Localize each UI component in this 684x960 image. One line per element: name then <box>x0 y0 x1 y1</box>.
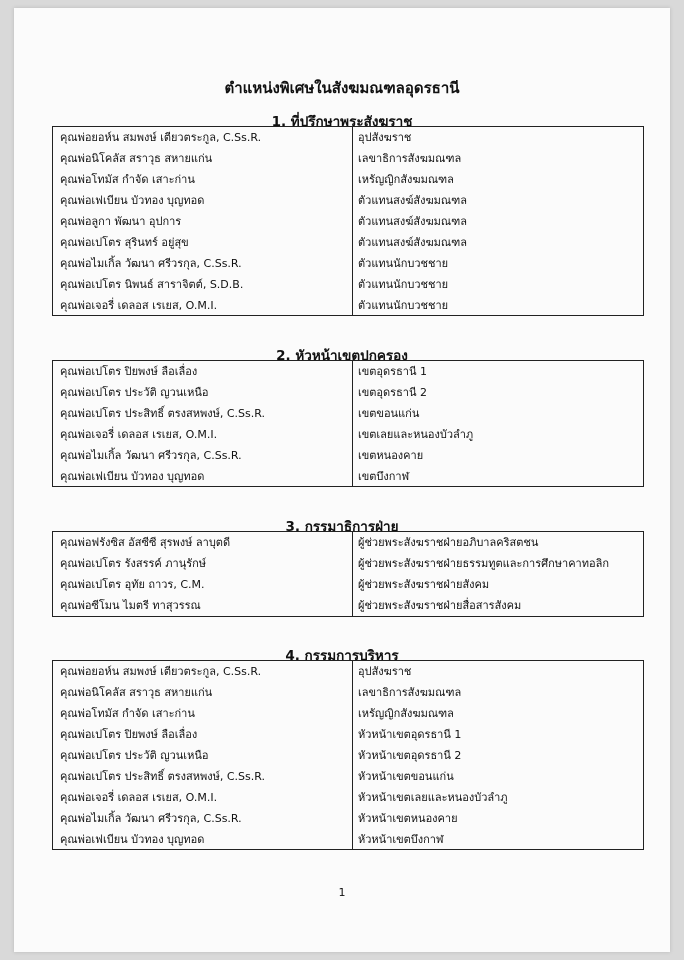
priest-name: คุณพ่อเฟเบียน บัวทอง บุญทอด <box>53 465 353 486</box>
table-row <box>53 403 644 424</box>
priest-name: คุณพ่อลูกา พัฒนา อุปการ <box>53 211 353 232</box>
priest-name: คุณพ่อนิโคลัส สราวุธ สหายแก่น <box>53 682 353 703</box>
priest-name: คุณพ่อเฟเบียน บัวทอง บุญทอด <box>53 190 353 211</box>
priest-name: คุณพ่อไมเกิ้ล วัฒนา ศรีวรกุล, C.Ss.R. <box>53 252 353 273</box>
table-row <box>53 445 644 466</box>
priest-name: คุณพ่อไมเกิ้ล วัฒนา ศรีวรกุล, C.Ss.R. <box>53 807 353 828</box>
priest-position: เขตอุดรธานี 2 <box>353 382 644 403</box>
table-row <box>53 828 644 849</box>
priest-name: คุณพ่อเปโตร รังสรรค์ ภานุรักษ์ <box>53 553 353 574</box>
priest-position: หัวหน้าเขตเลยและหนองบัวลำภู <box>353 786 644 807</box>
priest-position: เหรัญญิกสังฆมณฑล <box>353 169 644 190</box>
table-row <box>53 252 644 273</box>
table-row <box>53 682 644 703</box>
priest-name: คุณพ่อเจอรี่ เดลอส เรเยส, O.M.I. <box>53 786 353 807</box>
priest-position: หัวหน้าเขตขอนแก่น <box>353 765 644 786</box>
roster-table <box>52 531 644 617</box>
section-heading: 4. กรรมการบริหาร <box>285 648 399 664</box>
document-title: ตำแหน่งพิเศษในสังฆมณฑลอุดรธานี <box>224 79 460 97</box>
table-row <box>53 532 644 553</box>
roster-table <box>52 660 644 850</box>
table-row <box>53 786 644 807</box>
priest-name: คุณพ่อยอห์น สมพงษ์ เตียวตระกูล, C.Ss.R. <box>53 127 353 148</box>
page-number: 1 <box>338 886 346 899</box>
table-row <box>53 595 644 616</box>
priest-name: คุณพ่อยอห์น สมพงษ์ เตียวตระกูล, C.Ss.R. <box>53 661 353 682</box>
table-row <box>53 231 644 252</box>
priest-position: เขตบึงกาฬ <box>353 465 644 486</box>
priest-position: ผู้ช่วยพระสังฆราชฝ่ายสังคม <box>353 574 644 595</box>
table-row <box>53 465 644 486</box>
priest-position: ตัวแทนสงฆ์สังฆมณฑล <box>353 190 644 211</box>
priest-name: คุณพ่อไมเกิ้ล วัฒนา ศรีวรกุล, C.Ss.R. <box>53 445 353 466</box>
table-row <box>53 574 644 595</box>
priest-position: เหรัญญิกสังฆมณฑล <box>353 703 644 724</box>
table-row <box>53 273 644 294</box>
priest-position: ตัวแทนนักบวชชาย <box>353 294 644 315</box>
table-row <box>53 294 644 315</box>
priest-name: คุณพ่อเปโตร ปิยพงษ์ ลือเลื่อง <box>53 361 353 382</box>
section-heading: 3. กรรมาธิการฝ่าย <box>285 519 399 535</box>
table-row <box>53 724 644 745</box>
table-row <box>53 424 644 445</box>
table-row <box>53 361 644 382</box>
table-row <box>53 211 644 232</box>
table-row <box>53 169 644 190</box>
priest-name: คุณพ่อโทมัส กำจัด เสาะก่าน <box>53 169 353 190</box>
priest-position: ผู้ช่วยพระสังฆราชฝ่ายธรรมทูตและการศึกษาคาทอลิก <box>353 553 644 574</box>
roster-table <box>52 126 644 316</box>
priest-name: คุณพ่อเปโตร นิพนธ์ สาราจิตต์, S.D.B. <box>53 273 353 294</box>
priest-name: คุณพ่อซีโมน ไมตรี ทาสุวรรณ <box>53 595 353 616</box>
table-row <box>53 553 644 574</box>
priest-name: คุณพ่อฟรังซิส อัสซีซี สุรพงษ์ ลาบุตดี <box>53 532 353 553</box>
table-row <box>53 382 644 403</box>
document-page <box>14 8 670 952</box>
priest-position: ตัวแทนสงฆ์สังฆมณฑล <box>353 231 644 252</box>
priest-name: คุณพ่อเปโตร ประวัติ ญวนเหนือ <box>53 382 353 403</box>
priest-position: อุปสังฆราช <box>353 661 644 682</box>
priest-name: คุณพ่อโทมัส กำจัด เสาะก่าน <box>53 703 353 724</box>
table-row <box>53 765 644 786</box>
priest-position: เขตขอนแก่น <box>353 403 644 424</box>
table-row <box>53 703 644 724</box>
priest-name: คุณพ่อเปโตร สุรินทร์ อยู่สุข <box>53 231 353 252</box>
priest-name: คุณพ่อเปโตร ประสิทธิ์ ตรงสหพงษ์, C.Ss.R. <box>53 765 353 786</box>
priest-position: หัวหน้าเขตบึงกาฬ <box>353 828 644 849</box>
table-row <box>53 127 644 148</box>
priest-position: เขตหนองคาย <box>353 445 644 466</box>
table-row <box>53 661 644 682</box>
priest-position: อุปสังฆราช <box>353 127 644 148</box>
priest-position: หัวหน้าเขตหนองคาย <box>353 807 644 828</box>
priest-position: เขตอุดรธานี 1 <box>353 361 644 382</box>
priest-position: ผู้ช่วยพระสังฆราชฝ่ายอภิบาลคริสตชน <box>353 532 644 553</box>
priest-name: คุณพ่อเจอรี่ เดลอส เรเยส, O.M.I. <box>53 294 353 315</box>
priest-position: ผู้ช่วยพระสังฆราชฝ่ายสื่อสารสังคม <box>353 595 644 616</box>
priest-position: เลขาธิการสังฆมณฑล <box>353 682 644 703</box>
roster-table <box>52 360 644 487</box>
priest-position: ตัวแทนนักบวชชาย <box>353 273 644 294</box>
table-row <box>53 745 644 766</box>
priest-position: หัวหน้าเขตอุดรธานี 1 <box>353 724 644 745</box>
priest-name: คุณพ่อเฟเบียน บัวทอง บุญทอด <box>53 828 353 849</box>
priest-position: เขตเลยและหนองบัวลำภู <box>353 424 644 445</box>
priest-name: คุณพ่อเปโตร ปิยพงษ์ ลือเลื่อง <box>53 724 353 745</box>
table-row <box>53 148 644 169</box>
priest-position: ตัวแทนสงฆ์สังฆมณฑล <box>353 211 644 232</box>
table-row <box>53 807 644 828</box>
section-heading: 2. หัวหน้าเขตปกครอง <box>276 348 408 364</box>
priest-name: คุณพ่อเปโตร ประสิทธิ์ ตรงสหพงษ์, C.Ss.R. <box>53 403 353 424</box>
priest-name: คุณพ่อเปโตร อุทัย ถาวร, C.M. <box>53 574 353 595</box>
table-row <box>53 190 644 211</box>
priest-name: คุณพ่อนิโคลัส สราวุธ สหายแก่น <box>53 148 353 169</box>
priest-name: คุณพ่อเปโตร ประวัติ ญวนเหนือ <box>53 745 353 766</box>
priest-position: ตัวแทนนักบวชชาย <box>353 252 644 273</box>
priest-position: หัวหน้าเขตอุดรธานี 2 <box>353 745 644 766</box>
priest-name: คุณพ่อเจอรี่ เดลอส เรเยส, O.M.I. <box>53 424 353 445</box>
priest-position: เลขาธิการสังฆมณฑล <box>353 148 644 169</box>
section-heading: 1. ที่ปรึกษาพระสังฆราช <box>271 114 413 130</box>
